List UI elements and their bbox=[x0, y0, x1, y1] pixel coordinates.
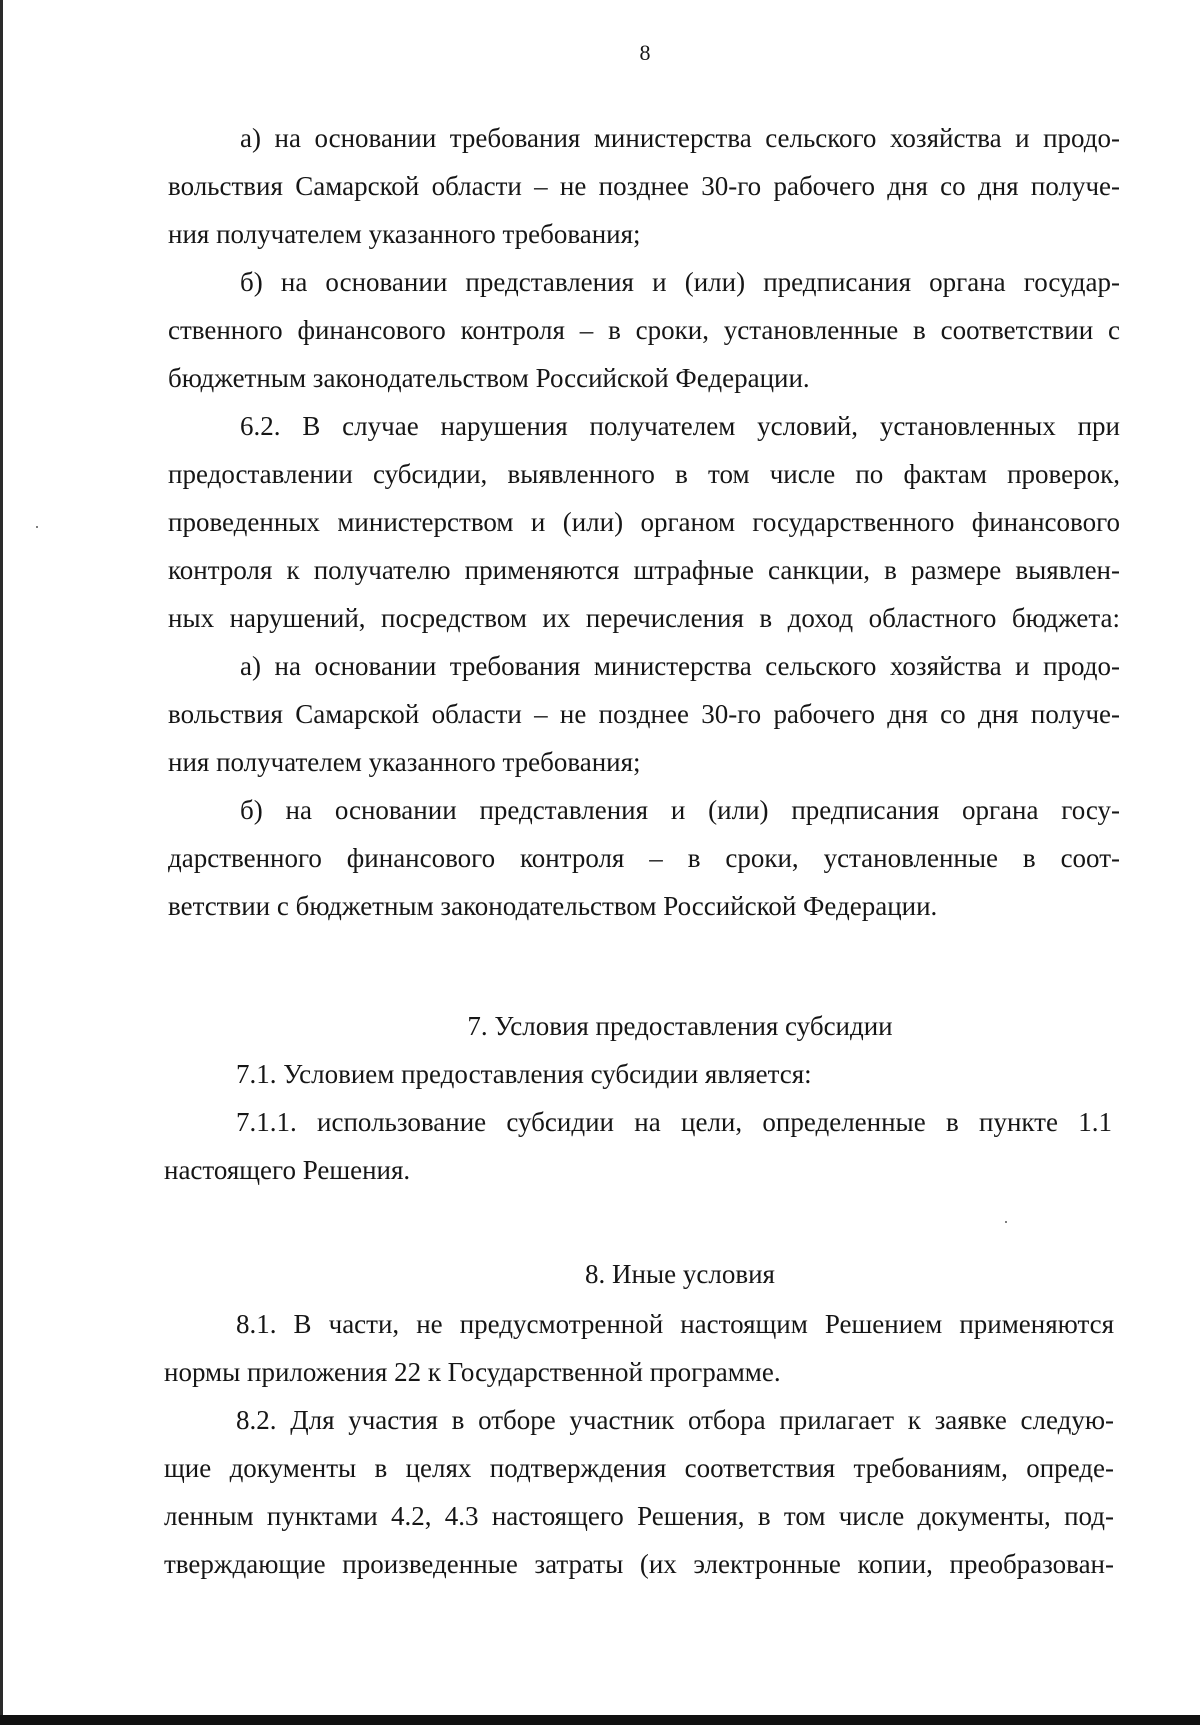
text-line: проведенных министерством и (или) органом государственного финансового bbox=[168, 507, 1120, 537]
section-7-body bbox=[164, 1050, 1112, 1194]
text-line: нормы приложения 22 к Государственной программе. bbox=[164, 1357, 781, 1387]
text-line: щие документы в целях подтверждения соответствия требованиям, опреде- bbox=[164, 1453, 1114, 1483]
text-line: ния получателем указанного требования; bbox=[168, 219, 641, 249]
text-line: ветствии с бюджетным законодательством Российской Федерации. bbox=[168, 891, 938, 921]
scan-speck bbox=[36, 526, 38, 528]
section-8-body bbox=[164, 1300, 1114, 1588]
text-line: контроля к получателю применяются штрафные санкции, в размере выявлен- bbox=[168, 555, 1120, 585]
text-line: 6.2. В случае нарушения получателем условий, установленных при bbox=[240, 411, 1120, 441]
text-line: 8.1. В части, не предусмотренной настоящим Решением применяются bbox=[236, 1309, 1114, 1339]
scan-speck bbox=[1005, 1221, 1007, 1223]
text-line: 7.1.1. использование субсидии на цели, определенные в пункте 1.1 bbox=[236, 1107, 1112, 1137]
scan-bottom-edge bbox=[0, 1715, 1200, 1725]
text-line: ния получателем указанного требования; bbox=[168, 747, 641, 777]
text-line: бюджетным законодательством Российской Федерации. bbox=[168, 363, 810, 393]
text-line: вольствия Самарской области – не позднее 30-го рабочего дня со дня получе- bbox=[168, 699, 1120, 729]
text-line: а) на основании требования министерства сельского хозяйства и продо- bbox=[240, 651, 1120, 681]
text-line: ственного финансового контроля – в сроки, установленные в соответствии с bbox=[168, 315, 1120, 345]
section-8-heading: 8. Иные условия bbox=[585, 1259, 775, 1289]
text-line: вольствия Самарской области – не позднее 30-го рабочего дня со дня получе- bbox=[168, 171, 1120, 201]
text-line: а) на основании требования министерства сельского хозяйства и продо- bbox=[240, 123, 1120, 153]
text-line: б) на основании представления и (или) предписания органа госу- bbox=[240, 795, 1120, 825]
text-line: 8.2. Для участия в отборе участник отбора прилагает к заявке следую- bbox=[236, 1405, 1114, 1435]
text-line: б) на основании представления и (или) предписания органа государ- bbox=[240, 267, 1120, 297]
scan-left-edge bbox=[0, 0, 3, 1725]
text-line: ленным пунктами 4.2, 4.3 настоящего Решения, в том числе документы, под- bbox=[164, 1501, 1114, 1531]
page-number: 8 bbox=[639, 40, 651, 65]
section-7-heading: 7. Условия предоставления субсидии bbox=[467, 1011, 893, 1041]
text-line: 7.1. Условием предоставления субсидии является: bbox=[236, 1059, 812, 1089]
text-line: предоставлении субсидии, выявленного в том числе по фактам проверок, bbox=[168, 459, 1120, 489]
text-line: настоящего Решения. bbox=[164, 1155, 411, 1185]
document-body bbox=[168, 114, 1120, 930]
text-line: дарственного финансового контроля – в сроки, установленные в соот- bbox=[168, 843, 1120, 873]
text-line: тверждающие произведенные затраты (их электронные копии, преобразован- bbox=[164, 1549, 1114, 1579]
text-line: ных нарушений, посредством их перечисления в доход областного бюджета: bbox=[168, 603, 1120, 633]
